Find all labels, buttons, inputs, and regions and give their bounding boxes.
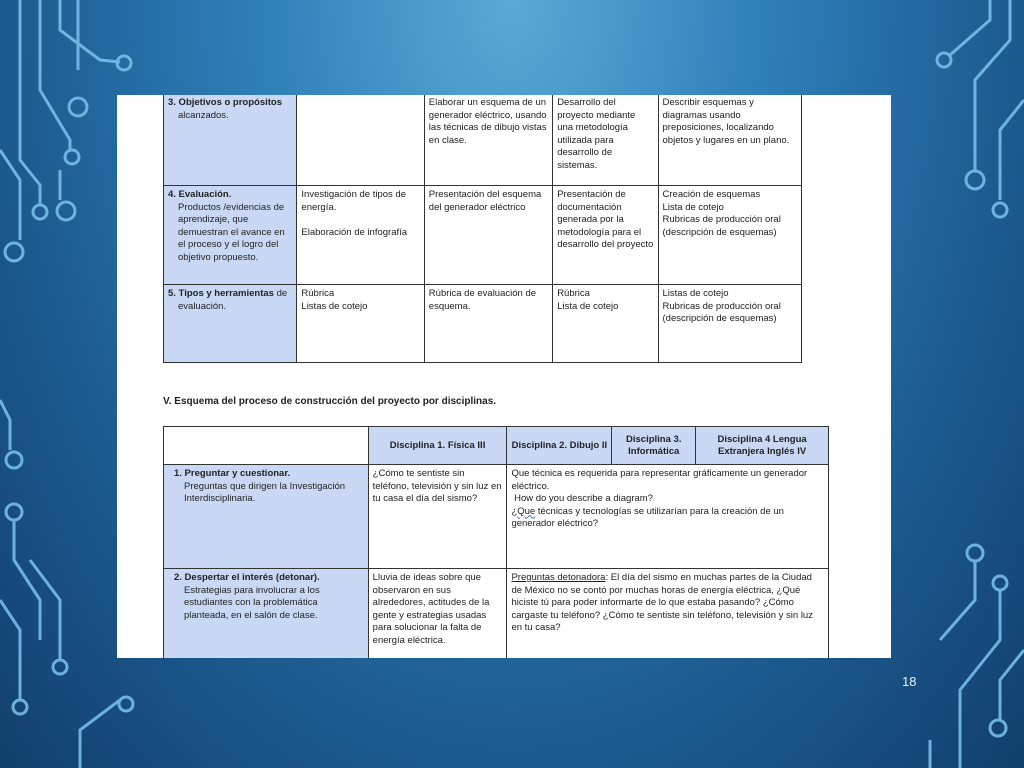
cell-line: Creación de esquemas [662, 189, 761, 200]
document-image [117, 95, 891, 658]
row-label-title: 1. Preguntar y cuestionar. [174, 468, 291, 479]
row-label-title: 3. Objetivos o propósitos [168, 97, 283, 108]
table-cell: ¿Cómo te sentiste sin teléfono, televisión y sin luz en tu casa el día del sismo? [368, 465, 507, 569]
section-title: V. Esquema del proceso de construcción del proyecto por disciplinas. [163, 396, 497, 407]
cell-line: Listas de cotejo [301, 300, 368, 312]
cell-line: Elaboración de infografía [301, 226, 408, 238]
table-row [164, 465, 829, 569]
header-row [164, 427, 829, 465]
cell-line: Listas de cotejo [662, 288, 729, 299]
row-label [164, 569, 369, 659]
header-blank [164, 427, 369, 465]
row-label-title: 5. Tipos y herramientas [168, 288, 274, 299]
row-label-desc: Estrategias para involucrar a los estudiantes con la problemática planteada, en el salón de clase. [184, 584, 320, 621]
header-cell: Disciplina 3. Informática [612, 427, 696, 465]
cell-line: How do you describe a diagram? [514, 493, 653, 504]
cell-line: Lista de cotejo [662, 201, 724, 213]
row-label-desc: Productos /evidencias de aprendizaje, que demuestran el avance en el proceso y el logro del objetivo propuesto. [178, 201, 285, 263]
table-cell: Desarrollo del proyecto mediante una metodología utilizada para desarrollo de sistemas. [553, 95, 658, 186]
table-row [164, 95, 802, 186]
row-label [164, 285, 297, 363]
row-label-title: 2. Despertar el interés (detonar). [174, 572, 320, 583]
cell-line: Rubricas de producción oral (descripción de esquemas) [662, 300, 781, 324]
table-cell [297, 285, 424, 363]
table-cell-merged [507, 569, 829, 659]
cell-line: Que [517, 505, 536, 517]
table-cell [658, 186, 801, 285]
cell-line: Investigación de tipos de energía. [301, 189, 406, 213]
table-row [164, 186, 802, 285]
cell-line: Preguntas detonadora [511, 572, 606, 583]
header-cell: Disciplina 2. Dibujo II [507, 427, 612, 465]
table-cell-merged [507, 465, 829, 569]
disciplines-table [163, 426, 829, 658]
row-label-desc: evaluación. [178, 300, 227, 312]
cell-line: Rúbrica [301, 288, 335, 299]
row-label [164, 186, 297, 285]
table-cell: Presentación de documentación generada por la metodología para el desarrollo del proyecto [553, 186, 658, 285]
table-cell [297, 95, 424, 186]
row-label-desc: Preguntas que dirigen la Investigación Interdisciplinaria. [184, 480, 346, 504]
cell-line: Lista de cotejo [557, 300, 619, 312]
table-cell: Describir esquemas y diagramas usando preposiciones, localizando objetos y lugares en un plano. [658, 95, 801, 186]
table-cell: Rúbrica de evaluación de esquema. [424, 285, 552, 363]
table-cell [658, 285, 801, 363]
row-label [164, 465, 369, 569]
table-row [164, 285, 802, 363]
cell-line: : El día del sismo en muchas partes de la Ciudad de México no se contó por muchas horas de energía eléctrica, ¿Qué hiciste tú para poder informarte de lo que estaba pasando? ¿Cómo cargaste tu teléfono? ¿Cómo te sentiste sin teléfono, televisión y sin luz en tu casa? [511, 572, 813, 633]
cell-line: Rubricas de producción oral (descripción de esquemas) [662, 214, 781, 238]
table-row [164, 569, 829, 659]
table-cell [297, 186, 424, 285]
page-number: 18 [902, 674, 917, 689]
evaluation-table [163, 95, 802, 363]
row-label-desc: alcanzados. [178, 109, 229, 121]
row-label [164, 95, 297, 186]
cell-line: Que técnica es requerida para representar gráficamente un generador eléctrico. [511, 468, 808, 492]
cell-line: Rúbrica [557, 288, 590, 299]
table-cell: Elaborar un esquema de un generador eléctrico, usando las técnicas de dibujo vistas en clase. [424, 95, 552, 186]
header-cell: Disciplina 1. Física III [368, 427, 507, 465]
table-cell [553, 285, 658, 363]
cell-line: técnicas y tecnologías se utilizarían para la creación de un generador eléctrico? [511, 505, 784, 529]
row-label-title: 4. Evaluación. [168, 189, 232, 200]
table-cell: Lluvia de ideas sobre que observaron en sus alrededores, actitudes de la gente y estrategias usadas para solucionar la falta de energía eléctrica. [368, 569, 507, 659]
header-cell: Disciplina 4 Lengua Extranjera Inglés IV [696, 427, 829, 465]
cell-line: ¿ [511, 505, 518, 517]
row-label-title-rest: de [273, 288, 288, 299]
table-cell: Presentación del esquema del generador eléctrico [424, 186, 552, 285]
